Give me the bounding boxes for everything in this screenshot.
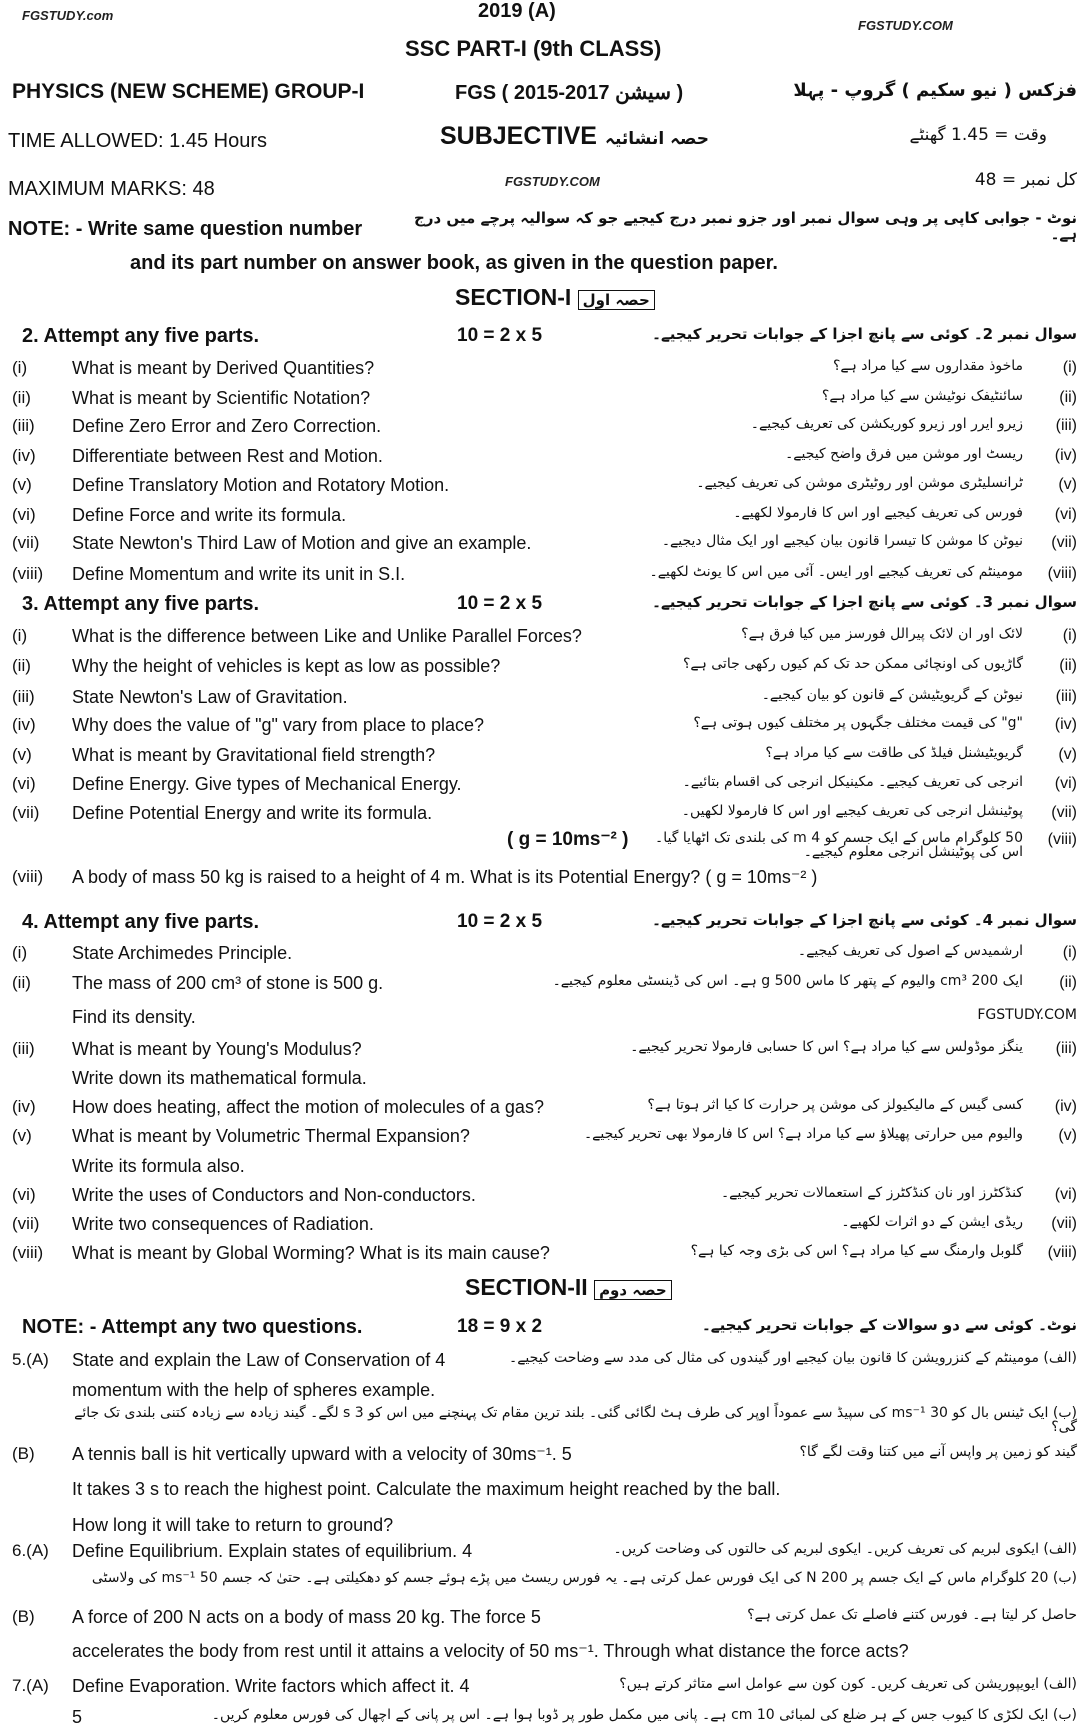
question-text: Differentiate between Rest and Motion.	[72, 446, 383, 466]
question-text-urdu: کسی گیس کے مالیکیولز کی موشن پر حرارت کا کیا اثر ہوتا ہے؟	[647, 1097, 1023, 1113]
question-text: momentum with the help of spheres example.	[72, 1380, 436, 1400]
question-line	[0, 1478, 1087, 1500]
question-text: What is the difference between Like and Unlike Parallel Forces?	[72, 626, 582, 646]
question-text: 4. Attempt any five parts.	[22, 911, 260, 933]
question-text: It takes 3 s to reach the highest point. Calculate the maximum height reached by the ball.	[72, 1479, 781, 1499]
part-number-urdu: (vii)	[1051, 804, 1077, 821]
question-line	[0, 655, 1087, 677]
part-number: (ii)	[12, 656, 31, 675]
question-text: Define Equilibrium. Explain states of equilibrium. 4	[72, 1541, 473, 1561]
question-text-urdu: (ب) ایک ٹینس بال کو 30 ms⁻¹ کی سپیڈ سے عموداً اوپر کی طرف ہٹ لگائی گئی۔ بلند ترین مقام تک پہنچنے میں اس کو 3 s لگے۔ گیند زیادہ سے زیادہ کتنی بلندی تک جائے گی؟	[74, 1405, 1077, 1435]
question-text-urdu: گاڑیوں کی اونچائی ممکن حد تک کم کیوں رکھی جاتی ہے؟	[682, 656, 1023, 672]
part-number: (iii)	[12, 1039, 35, 1058]
part-number-urdu: (v)	[1058, 476, 1077, 493]
part-number: (vi)	[12, 1185, 36, 1204]
question-line	[0, 1242, 1087, 1264]
question-text: Write down its mathematical formula.	[72, 1068, 367, 1088]
question-text-urdu: (ب) ایک لکڑی کا کیوب جس کے ہر ضلع کی لمبائی 10 cm ہے۔ پانی میں مکمل طور پر ڈوبا ہوا ہے۔ اس پر پانی کے اچھال کی فورس معلوم کریں۔	[211, 1707, 1077, 1723]
question-text: accelerates the body from rest until it attains a velocity of 50 ms⁻¹. Through what distance the force acts?	[72, 1641, 909, 1661]
part-number: (v)	[12, 1126, 32, 1145]
part-number: 5.(A)	[12, 1350, 49, 1369]
part-number-urdu: (ii)	[1059, 657, 1077, 674]
question-text: Define Translatory Motion and Rotatory Motion.	[72, 475, 450, 495]
subjective-heading-urdu: حصہ انشائیہ	[605, 129, 710, 149]
session: FGS ( 2015-2017 سیشن )	[455, 82, 684, 104]
question-text-urdu: "g" کی قیمت مختلف جگہوں پر مختلف کیوں ہوتی ہے؟	[693, 715, 1023, 731]
question-text-urdu: (ب) 20 کلوگرام ماس کے ایک جسم پر 200 N کی ایک فورس عمل کرتی ہے۔ یہ فورس ریسٹ میں پڑے ہوئے جسم کو دھکیلتی ہے۔ حتیٰ کہ جسم 50 ms⁻¹ کی ولاسٹی	[91, 1570, 1077, 1586]
question-line	[0, 1213, 1087, 1235]
part-number-urdu: (v)	[1058, 1127, 1077, 1144]
part-number-urdu: (i)	[1062, 627, 1077, 644]
part-number-urdu: (v)	[1058, 746, 1077, 763]
note-line-1: NOTE: - Write same question number	[8, 218, 363, 240]
part-number: (B)	[12, 1607, 35, 1626]
part-number-urdu: (viii)	[1047, 831, 1077, 848]
question-line	[0, 829, 1087, 859]
question-text: Define Evaporation. Write factors which affect it. 4	[72, 1676, 470, 1696]
question-text-urdu: گریویٹیشنل فیلڈ کی طاقت سے کیا مراد ہے؟	[765, 745, 1023, 761]
question-line	[0, 714, 1087, 736]
question-text-urdu: ینگز موڈولس سے کیا مراد ہے؟ اس کا حسابی فارمولا تحریر کیجیے۔	[630, 1039, 1023, 1055]
question-line	[0, 1540, 1087, 1562]
question-text: 3. Attempt any five parts.	[22, 593, 260, 615]
question-text: What is meant by Scientific Notation?	[72, 388, 371, 408]
part-number: (v)	[12, 475, 32, 494]
question-line	[0, 1606, 1087, 1628]
part-number: (ii)	[12, 388, 31, 407]
question-line	[0, 1404, 1087, 1434]
question-text: NOTE: - Attempt any two questions.	[22, 1316, 363, 1338]
question-line	[0, 1096, 1087, 1118]
question-line	[0, 563, 1087, 585]
question-text-urdu: پوٹینشل انرجی کی تعریف کیجیے اور اس کا فارمولا لکھیں۔	[681, 803, 1023, 819]
watermark: FGSTUDY.com	[22, 8, 114, 23]
maximum-marks-urdu: کل نمبر = 48	[974, 170, 1077, 190]
question-text: Define Energy. Give types of Mechanical Energy.	[72, 774, 462, 794]
subject-title-urdu: فزکس ( نیو سکیم ) گروپ - پہلا	[793, 80, 1077, 101]
part-number: 7.(A)	[12, 1676, 49, 1695]
question-text: What is meant by Gravitational field strength?	[72, 745, 436, 765]
exam-year: 2019 (A)	[478, 0, 556, 22]
question-line	[0, 686, 1087, 708]
question-text-urdu: انرجی کی تعریف کیجیے۔ مکینیکل انرجی کی اقسام بتائیے۔	[682, 774, 1023, 790]
part-number-urdu: (vi)	[1054, 775, 1077, 792]
question-text-urdu: (الف) ایویپوریشن کی تعریف کریں۔ کون کون سے عوامل اسے متاثر کرتے ہیں؟	[619, 1676, 1077, 1692]
question-text-urdu: ٹرانسلیٹری موشن اور روٹیٹری موشن کی تعریف کیجیے۔	[696, 475, 1023, 491]
question-line	[0, 532, 1087, 554]
part-number-urdu: (iv)	[1054, 1098, 1077, 1115]
question-heading	[0, 325, 1087, 347]
question-line	[0, 773, 1087, 795]
part-number-urdu: (vi)	[1054, 1186, 1077, 1203]
part-number-urdu: (vi)	[1054, 506, 1077, 523]
question-line	[0, 1379, 1087, 1401]
watermark: FGSTUDY.COM	[858, 18, 953, 33]
watermark: FGSTUDY.COM	[505, 174, 600, 189]
part-number: (vi)	[12, 505, 36, 524]
marks-text: ( g = 10ms⁻² )	[507, 829, 629, 850]
question-line	[0, 1006, 1087, 1028]
marks-text: 18 = 9 x 2	[457, 1316, 543, 1337]
question-line	[0, 1514, 1087, 1536]
question-text-urdu: مومینٹم کی تعریف کیجیے اور ایس۔ آئی میں اس کا یونٹ لکھیے۔	[649, 564, 1023, 580]
question-text: What is meant by Volumetric Thermal Expansion?	[72, 1126, 470, 1146]
question-text: Define Force and write its formula.	[72, 505, 347, 525]
question-text-urdu: کنڈکٹرز اور نان کنڈکٹرز کے استعمالات تحریر کیجیے۔	[720, 1185, 1023, 1201]
part-number: (i)	[12, 358, 28, 377]
question-text: What is meant by Young's Modulus?	[72, 1039, 362, 1059]
question-line	[0, 1706, 1087, 1728]
part-number: (viii)	[12, 564, 44, 583]
question-text: Define Zero Error and Zero Correction.	[72, 416, 382, 436]
question-line	[0, 972, 1087, 994]
part-number: (ii)	[12, 973, 31, 992]
question-line	[0, 1038, 1087, 1060]
question-text-urdu: لائک اور ان لائک پیرالل فورسز میں کیا فرق ہے؟	[741, 626, 1023, 642]
question-line	[0, 744, 1087, 766]
question-text-urdu: سوال نمبر 2۔ کوئی سے پانچ اجزا کے جوابات تحریر کیجیے۔	[652, 325, 1077, 343]
question-text: Find its density.	[72, 1007, 196, 1027]
question-line	[0, 1125, 1087, 1147]
part-number: (vii)	[12, 803, 40, 822]
question-text: Write the uses of Conductors and Non-conductors.	[72, 1185, 476, 1205]
question-text-urdu: ماخوذ مقداروں سے کیا مراد ہے؟	[832, 358, 1023, 374]
section-1-title: SECTION-I	[455, 284, 572, 310]
section-2-title-urdu: حصہ دوم	[594, 1280, 672, 1300]
part-number: (B)	[12, 1444, 35, 1463]
marks-text: 10 = 2 x 5	[457, 911, 543, 932]
question-text-urdu: گیند کو زمین پر واپس آنے میں کتنا وقت لگے گا؟	[799, 1444, 1077, 1460]
question-text-urdu: ایک 200 cm³ والیوم کے پتھر کا ماس 500 g ہے۔ اس کی ڈینسٹی معلوم کیجیے۔	[552, 973, 1023, 989]
question-line	[0, 1184, 1087, 1206]
part-number: (iv)	[12, 715, 36, 734]
question-line	[0, 387, 1087, 409]
question-line	[0, 625, 1087, 647]
question-text-urdu: والیوم میں حرارتی پھیلاؤ سے کیا مراد ہے؟ اس کا فارمولا بھی تحریر کیجیے۔	[583, 1126, 1023, 1142]
question-text-urdu: FGSTUDY.COM	[977, 1007, 1077, 1023]
section-2-heading	[465, 1274, 672, 1301]
part-number-urdu: (vii)	[1051, 534, 1077, 551]
question-text-urdu: زیرو ایرر اور زیرو کوریکشن کی تعریف کیجیے۔	[750, 416, 1023, 432]
question-text: Why the height of vehicles is kept as low as possible?	[72, 656, 501, 676]
part-number-urdu: (i)	[1062, 359, 1077, 376]
question-text: Why does the value of "g" vary from place to place?	[72, 715, 484, 735]
question-text-urdu: حاصل کر لیتا ہے۔ فورس کتنے فاصلے تک عمل کرتی ہے؟	[747, 1607, 1077, 1623]
question-line	[0, 1349, 1087, 1371]
part-number: (vii)	[12, 1214, 40, 1233]
part-number: (iv)	[12, 446, 36, 465]
part-number: (v)	[12, 745, 32, 764]
note-urdu: نوٹ - جوابی کاپی پر وہی سوال نمبر اور جزو نمبر درج کیجیے جو کہ سوالیہ پرچے میں درج ہے۔	[414, 209, 1077, 243]
part-number: (iii)	[12, 687, 35, 706]
question-text: Write two consequences of Radiation.	[72, 1214, 374, 1234]
question-line	[0, 1155, 1087, 1177]
question-text-urdu: (الف) ایکوی لبریم کی تعریف کریں۔ ایکوی لبریم کی حالتوں کی وضاحت کریں۔	[613, 1541, 1077, 1557]
part-number: 6.(A)	[12, 1541, 49, 1560]
question-text-urdu: نیوٹن کا موشن کا تیسرا قانون بیان کیجیے اور ایک مثال دیجیے۔	[661, 533, 1023, 549]
part-number: (i)	[12, 626, 28, 645]
part-number-urdu: (iii)	[1055, 417, 1077, 434]
section-1-title-urdu: حصہ اول	[578, 290, 655, 310]
maximum-marks: MAXIMUM MARKS: 48	[8, 178, 215, 200]
question-line	[0, 802, 1087, 824]
question-line	[0, 504, 1087, 526]
question-text: The mass of 200 cm³ of stone is 500 g.	[72, 973, 384, 993]
question-text: Define Potential Energy and write its formula.	[72, 803, 433, 823]
question-heading	[0, 911, 1087, 933]
question-text: Write its formula also.	[72, 1156, 245, 1176]
part-number-urdu: (ii)	[1059, 389, 1077, 406]
question-text-urdu: نیوٹن کے گریویٹیشن کے قانون کو بیان کیجیے۔	[761, 687, 1023, 703]
question-line	[0, 866, 1087, 888]
question-text-urdu: ارشمیدس کے اصول کی تعریف کیجیے۔	[797, 943, 1023, 959]
note-line-2: and its part number on answer book, as given in the question paper.	[130, 252, 778, 274]
marks-text: 10 = 2 x 5	[457, 325, 543, 346]
question-line	[0, 1569, 1087, 1585]
question-text: State Newton's Law of Gravitation.	[72, 687, 348, 707]
question-text-urdu: سوال نمبر 3۔ کوئی سے پانچ اجزا کے جوابات تحریر کیجیے۔	[652, 593, 1077, 611]
question-text: What is meant by Global Worming? What is its main cause?	[72, 1243, 550, 1263]
question-text: State Newton's Third Law of Motion and give an example.	[72, 533, 532, 553]
subject-title: PHYSICS (NEW SCHEME) GROUP-I	[12, 80, 365, 103]
part-number: (viii)	[12, 867, 44, 886]
part-number-urdu: (viii)	[1047, 565, 1077, 582]
question-text: A body of mass 50 kg is raised to a height of 4 m. What is its Potential Energy? ( g = 10ms⁻² )	[72, 867, 818, 887]
question-text: How does heating, affect the motion of molecules of a gas?	[72, 1097, 544, 1117]
part-number: (i)	[12, 943, 28, 962]
section-2-title: SECTION-II	[465, 1274, 588, 1300]
question-text-urdu: ریسٹ اور موشن میں فرق واضح کیجیے۔	[785, 446, 1023, 462]
part-number: (iv)	[12, 1097, 36, 1116]
part-number-urdu: (vii)	[1051, 1215, 1077, 1232]
question-line	[0, 1675, 1087, 1697]
question-heading	[0, 1316, 1087, 1338]
question-line	[0, 942, 1087, 964]
part-number: (vii)	[12, 533, 40, 552]
question-text: What is meant by Derived Quantities?	[72, 358, 375, 378]
class-title: SSC PART-I (9th CLASS)	[405, 36, 662, 61]
question-text: A force of 200 N acts on a body of mass 20 kg. The force 5	[72, 1607, 541, 1627]
part-number-urdu: (ii)	[1059, 974, 1077, 991]
question-line	[0, 357, 1087, 379]
question-heading	[0, 593, 1087, 615]
question-text-urdu: فورس کی تعریف کیجیے اور اس کا فارمولا لکھیے۔	[733, 505, 1023, 521]
question-text: 5	[72, 1707, 83, 1727]
subjective-heading: SUBJECTIVE	[440, 122, 597, 150]
question-text-urdu: 50 کلوگرام ماس کے ایک جسم کو 4 m کی بلندی تک اٹھایا گیا۔ اس کی پوٹینشل انرجی معلوم کیجیے۔	[655, 830, 1023, 860]
part-number-urdu: (i)	[1062, 944, 1077, 961]
question-text: Define Momentum and write its unit in S.I.	[72, 564, 406, 584]
part-number: (vi)	[12, 774, 36, 793]
question-text-urdu: ریڈی ایشن کے دو اثرات لکھیے۔	[841, 1214, 1023, 1230]
question-text: How long it will take to return to ground?	[72, 1515, 394, 1535]
question-text: A tennis ball is hit vertically upward with a velocity of 30ms⁻¹. 5	[72, 1444, 572, 1464]
marks-text: 10 = 2 x 5	[457, 593, 543, 614]
part-number-urdu: (iv)	[1054, 447, 1077, 464]
part-number-urdu: (iii)	[1055, 688, 1077, 705]
section-1-heading	[455, 284, 655, 311]
part-number: (iii)	[12, 416, 35, 435]
question-line	[0, 1067, 1087, 1089]
time-allowed-urdu: وقت = 1.45 گھنٹے	[909, 125, 1047, 145]
question-text-urdu: سائنٹیفک نوٹیشن سے کیا مراد ہے؟	[821, 388, 1023, 404]
question-line	[0, 474, 1087, 496]
part-number-urdu: (iv)	[1054, 716, 1077, 733]
question-line	[0, 1640, 1087, 1662]
question-text-urdu: گلوبل وارمنگ سے کیا مراد ہے؟ اس کی بڑی وجہ کیا ہے؟	[690, 1243, 1023, 1259]
part-number-urdu: (viii)	[1047, 1244, 1077, 1261]
question-text-urdu: (الف) مومینٹم کے کنزرویشن کا قانون بیان کیجیے اور گیندوں کی مثال کی مدد سے وضاحت کیجیے۔	[509, 1350, 1077, 1366]
question-text: State and explain the Law of Conservation of 4	[72, 1350, 446, 1370]
part-number-urdu: (iii)	[1055, 1040, 1077, 1057]
question-line	[0, 415, 1087, 437]
question-line	[0, 445, 1087, 467]
question-text: 2. Attempt any five parts.	[22, 325, 260, 347]
time-allowed: TIME ALLOWED: 1.45 Hours	[8, 130, 267, 152]
question-text: State Archimedes Principle.	[72, 943, 293, 963]
part-number: (viii)	[12, 1243, 44, 1262]
question-text-urdu: نوٹ۔ کوئی سے دو سوالات کے جوابات تحریر کیجیے۔	[701, 1316, 1077, 1334]
question-text-urdu: سوال نمبر 4۔ کوئی سے پانچ اجزا کے جوابات تحریر کیجیے۔	[652, 911, 1077, 929]
question-line	[0, 1443, 1087, 1465]
